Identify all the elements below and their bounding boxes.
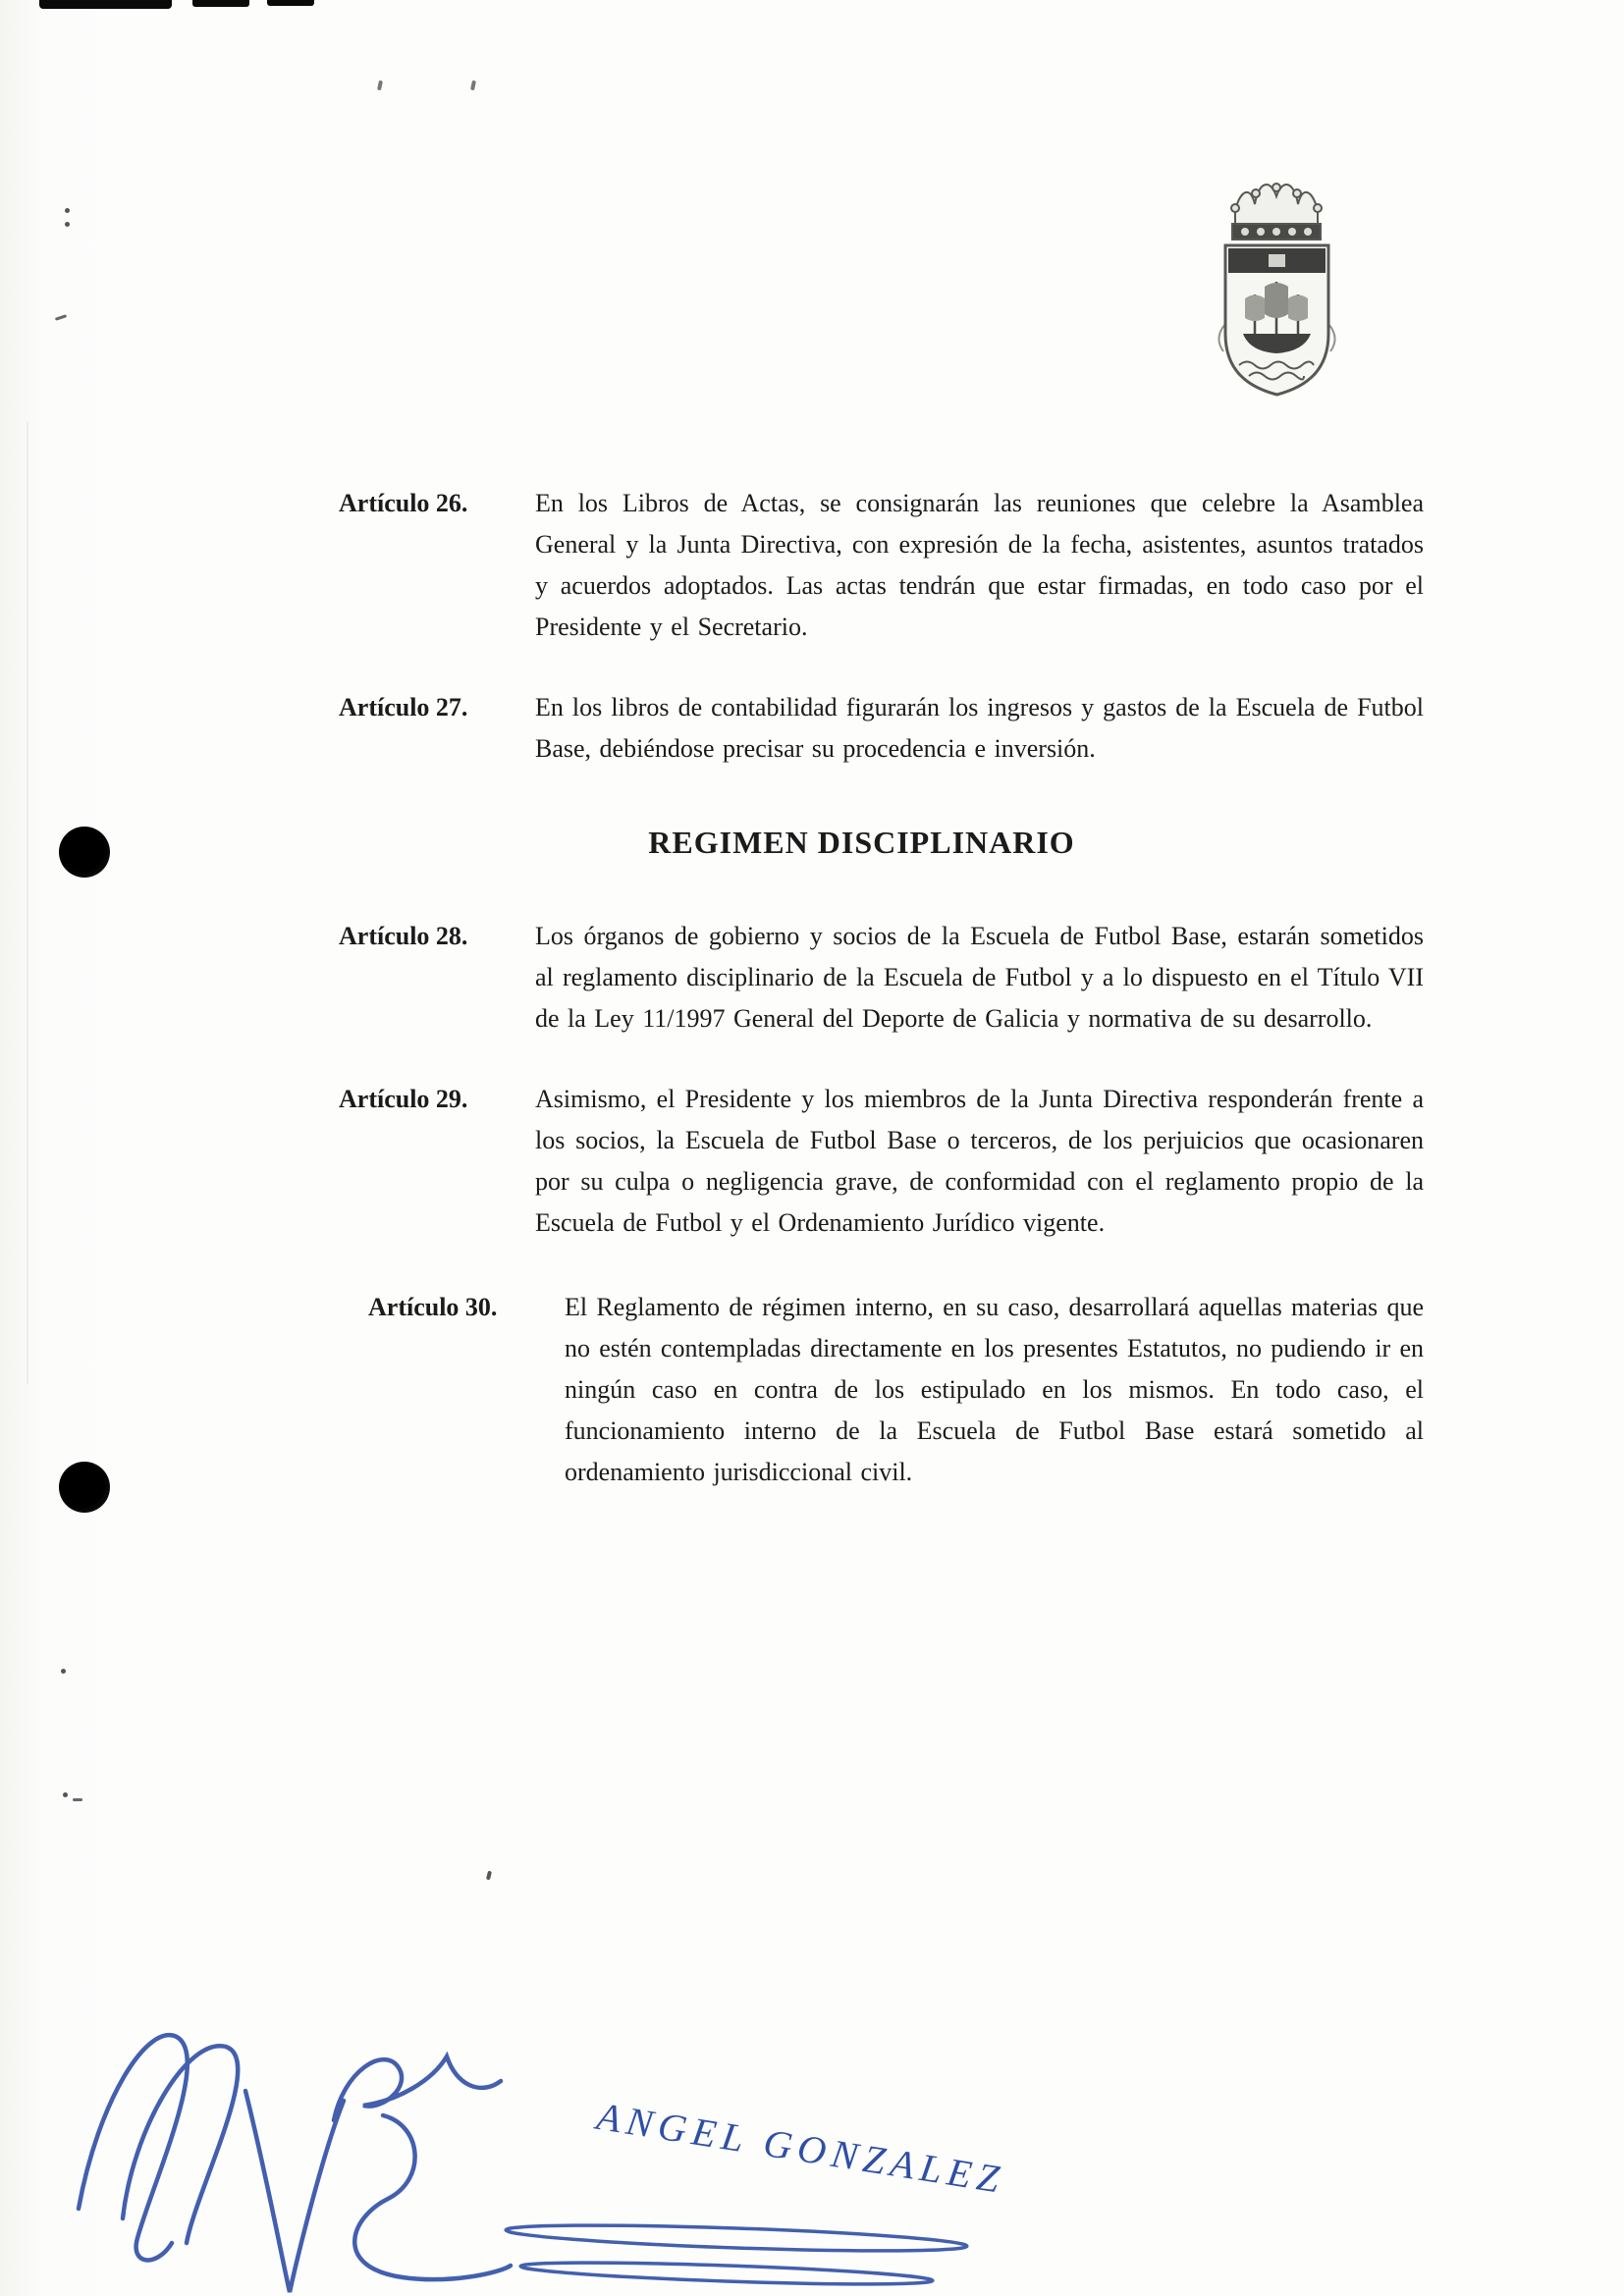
article-text: El Reglamento de régimen interno, en su caso, desarrollará aquellas materias que no estén contempladas directamente en los presentes Estatutos, no pudiendo ir en ningún caso en contra de los estipulado en los mismos. En todo caso, el funcionamiento interno de la Escuela de Futbol Base estará sometido al ordenamiento jurisdiccional civil. [565, 1293, 1424, 1486]
article-block [339, 1079, 1424, 1244]
article-block [339, 687, 1424, 770]
hole-punch-dot [59, 827, 110, 878]
article-label: Artículo 26. [339, 489, 468, 517]
scan-artifact [27, 422, 28, 1384]
scan-artifact [65, 222, 70, 227]
section-heading: REGIMEN DISCIPLINARIO [648, 825, 1075, 860]
article-label: Artículo 29. [339, 1085, 468, 1113]
article-block [339, 916, 1424, 1040]
document-body [339, 483, 1424, 1532]
coat-of-arms-icon [1206, 169, 1348, 400]
scan-artifact [55, 314, 67, 321]
article-block [368, 1287, 1424, 1493]
article-text: En los libros de contabilidad figurarán los ingresos y gastos de la Escuela de Futbol Base, debiéndose precisar su procedencia e inversión. [535, 693, 1424, 763]
signature-name: ANGEL GONZALEZ [593, 2093, 1008, 2203]
signature-scribble [39, 1953, 1080, 2296]
article-text: Asimismo, el Presidente y los miembros de la Junta Directiva responderán frente a los socios, la Escuela de Futbol Base o terceros, de los perjuicios que ocasionaren por su culpa o negligencia grave, de conformidad con el reglamento propio de la Escuela de Futbol y el Ordenamiento Jurídico vigente. [535, 1085, 1424, 1237]
article-text: En los Libros de Actas, se consignarán las reuniones que celebre la Asamblea General y la Junta Directiva, con expresión de la fecha, asistentes, asuntos tratados y acuerdos adoptados. Las actas tendrán que estar firmadas, en todo caso por el Presidente y el Secretario. [535, 489, 1424, 641]
scan-artifact [39, 0, 172, 9]
article-text: Los órganos de gobierno y socios de la Escuela de Futbol Base, estarán sometidos al reglamento disciplinario de la Escuela de Futbol y a lo dispuesto en el Título VII de la Ley 11/1997 General del Deporte de Galicia y normativa de su desarrollo. [535, 922, 1424, 1033]
article-label: Artículo 30. [368, 1293, 498, 1321]
scan-artifact [73, 1798, 82, 1801]
scan-artifact [470, 80, 476, 91]
scan-artifact [377, 80, 383, 91]
scan-artifact [267, 0, 314, 6]
article-block [339, 483, 1424, 648]
scan-artifact [486, 1871, 492, 1881]
scan-artifact [61, 1669, 66, 1674]
hole-punch-dot [59, 1462, 110, 1513]
scan-artifact [63, 1792, 68, 1797]
article-label: Artículo 27. [339, 693, 468, 721]
article-label: Artículo 28. [339, 922, 468, 950]
scan-artifact [65, 208, 70, 213]
scan-artifact [192, 0, 249, 7]
